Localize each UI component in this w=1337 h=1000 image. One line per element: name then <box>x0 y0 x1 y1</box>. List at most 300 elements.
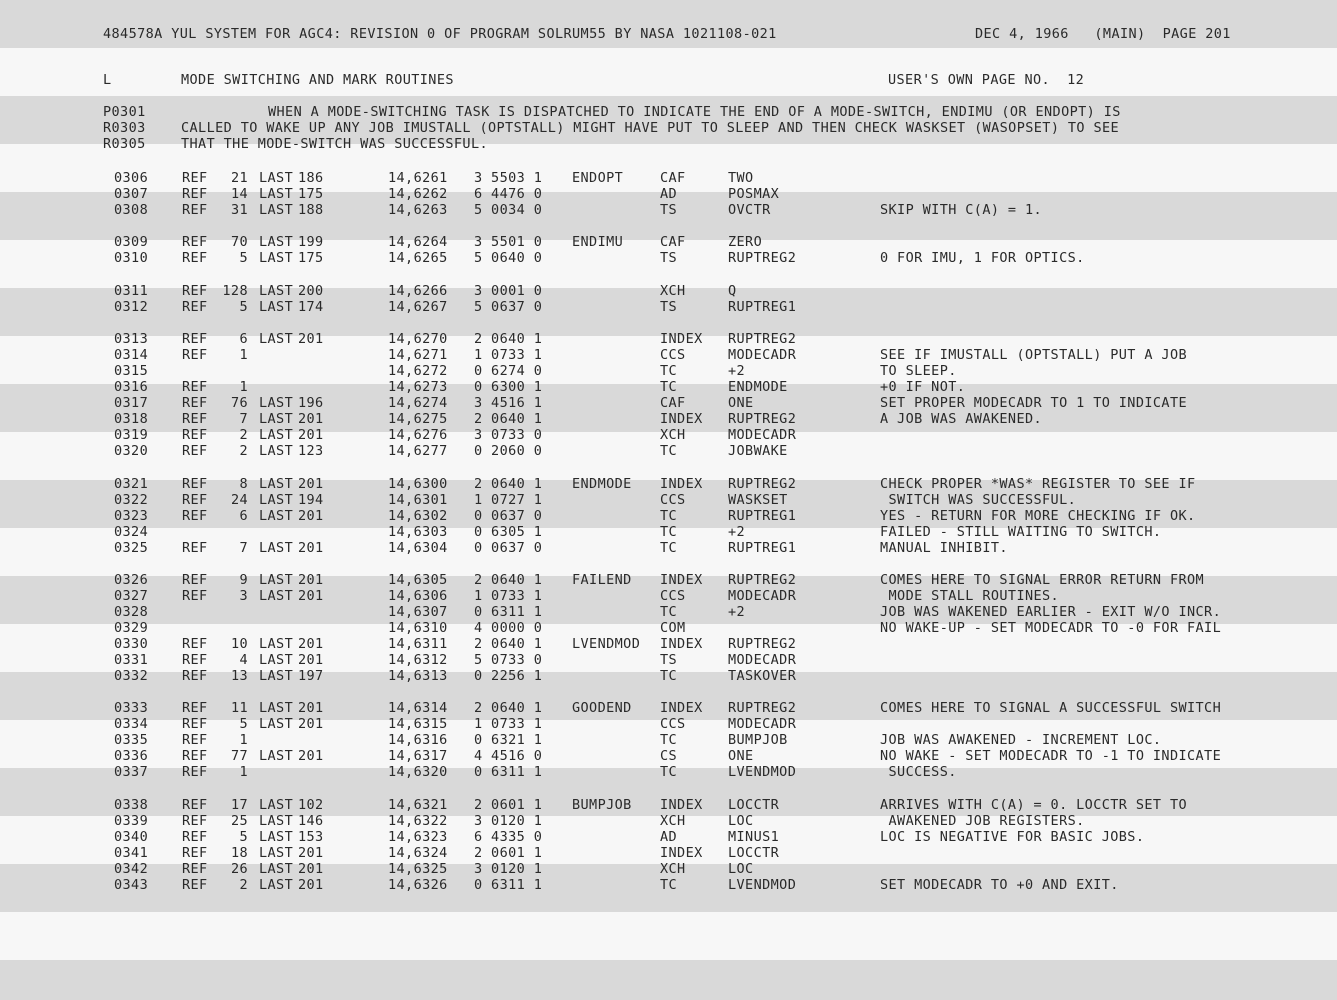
line-number: 0338 <box>114 797 149 813</box>
memory-address: 14,6271 <box>388 347 448 363</box>
comment: SET PROPER MODECADR TO 1 TO INDICATE <box>880 395 1187 411</box>
comment: MODE STALL ROUTINES. <box>880 588 1060 604</box>
octal-code: 3 0733 0 <box>474 427 543 443</box>
last-keyword: LAST <box>259 797 294 813</box>
octal-code: 2 0640 1 <box>474 700 543 716</box>
line-number: 0306 <box>114 170 149 186</box>
octal-code: 0 2256 1 <box>474 668 543 684</box>
opcode: TS <box>660 652 678 668</box>
opcode: XCH <box>660 427 686 443</box>
last-page: 174 <box>298 299 324 315</box>
operand: RUPTREG2 <box>728 411 797 427</box>
ref-count: 77 <box>230 748 248 764</box>
last-keyword: LAST <box>259 411 294 427</box>
listing-row <box>0 620 1337 636</box>
opcode: TC <box>660 363 678 379</box>
opcode: TS <box>660 299 678 315</box>
memory-address: 14,6324 <box>388 845 448 861</box>
opcode: CCS <box>660 588 686 604</box>
opcode: TS <box>660 202 678 218</box>
comment: FAILED - STILL WAITING TO SWITCH. <box>880 524 1162 540</box>
ref-count: 2 <box>239 427 248 443</box>
line-number: 0317 <box>114 395 149 411</box>
operand: OVCTR <box>728 202 771 218</box>
last-page: 201 <box>298 508 324 524</box>
line-number: 0331 <box>114 652 149 668</box>
memory-address: 14,6277 <box>388 443 448 459</box>
line-number: 0337 <box>114 764 149 780</box>
ref-count: 11 <box>230 700 248 716</box>
ref-keyword: REF <box>182 636 208 652</box>
opcode: AD <box>660 186 678 202</box>
listing-row <box>0 395 1337 411</box>
listing-row <box>0 363 1337 379</box>
listing-row <box>0 427 1337 443</box>
memory-address: 14,6310 <box>388 620 448 636</box>
operand: ONE <box>728 748 754 764</box>
ref-count: 8 <box>239 476 248 492</box>
last-page: 201 <box>298 845 324 861</box>
ref-count: 5 <box>239 829 248 845</box>
last-keyword: LAST <box>259 572 294 588</box>
listing-row <box>0 492 1337 508</box>
paragraph-line <box>0 136 1337 152</box>
ref-keyword: REF <box>182 652 208 668</box>
octal-code: 5 0034 0 <box>474 202 543 218</box>
opcode: TS <box>660 250 678 266</box>
memory-address: 14,6272 <box>388 363 448 379</box>
header-title: 484578A YUL SYSTEM FOR AGC4: REVISION 0 OF PROGRAM SOLRUM55 BY NASA 1021108-021 <box>103 26 777 42</box>
last-keyword: LAST <box>259 636 294 652</box>
comment: COMES HERE TO SIGNAL A SUCCESSFUL SWITCH <box>880 700 1222 716</box>
memory-address: 14,6274 <box>388 395 448 411</box>
opcode: CAF <box>660 170 686 186</box>
opcode: INDEX <box>660 331 703 347</box>
comment: +0 IF NOT. <box>880 379 966 395</box>
memory-address: 14,6322 <box>388 813 448 829</box>
listing-row <box>0 170 1337 186</box>
memory-address: 14,6270 <box>388 331 448 347</box>
listing-row <box>0 732 1337 748</box>
operand: ZERO <box>728 234 763 250</box>
line-number: 0308 <box>114 202 149 218</box>
operand: LOC <box>728 813 754 829</box>
listing-row <box>0 588 1337 604</box>
last-page: 201 <box>298 861 324 877</box>
last-page: 201 <box>298 427 324 443</box>
listing-row <box>0 845 1337 861</box>
octal-code: 5 0640 0 <box>474 250 543 266</box>
octal-code: 0 6311 1 <box>474 604 543 620</box>
last-page: 199 <box>298 234 324 250</box>
last-page: 102 <box>298 797 324 813</box>
octal-code: 0 0637 0 <box>474 540 543 556</box>
last-keyword: LAST <box>259 443 294 459</box>
memory-address: 14,6316 <box>388 732 448 748</box>
line-number: 0312 <box>114 299 149 315</box>
octal-code: 0 6311 1 <box>474 877 543 893</box>
octal-code: 0 6321 1 <box>474 732 543 748</box>
ref-keyword: REF <box>182 476 208 492</box>
opcode: TC <box>660 732 678 748</box>
comment: YES - RETURN FOR MORE CHECKING IF OK. <box>880 508 1196 524</box>
operand: TWO <box>728 170 754 186</box>
memory-address: 14,6263 <box>388 202 448 218</box>
last-keyword: LAST <box>259 250 294 266</box>
operand: MODECADR <box>728 716 797 732</box>
line-number: 0339 <box>114 813 149 829</box>
listing-row <box>0 234 1337 250</box>
last-keyword: LAST <box>259 748 294 764</box>
last-page: 201 <box>298 636 324 652</box>
opcode: TC <box>660 508 678 524</box>
ref-count: 1 <box>239 732 248 748</box>
operand: +2 <box>728 363 746 379</box>
operand: +2 <box>728 524 746 540</box>
last-keyword: LAST <box>259 668 294 684</box>
last-keyword: LAST <box>259 186 294 202</box>
octal-code: 0 6305 1 <box>474 524 543 540</box>
operand: LOCCTR <box>728 797 780 813</box>
operand: WASKSET <box>728 492 788 508</box>
octal-code: 0 2060 0 <box>474 443 543 459</box>
last-page: 186 <box>298 170 324 186</box>
listing-row <box>0 861 1337 877</box>
ref-count: 13 <box>230 668 248 684</box>
ref-keyword: REF <box>182 283 208 299</box>
last-page: 201 <box>298 331 324 347</box>
opcode: AD <box>660 829 678 845</box>
opcode: CCS <box>660 347 686 363</box>
memory-address: 14,6305 <box>388 572 448 588</box>
symbol-label: ENDOPT <box>572 170 624 186</box>
opcode: TC <box>660 540 678 556</box>
ref-keyword: REF <box>182 379 208 395</box>
ref-keyword: REF <box>182 668 208 684</box>
opcode: INDEX <box>660 636 703 652</box>
octal-code: 5 0733 0 <box>474 652 543 668</box>
octal-code: 0 6311 1 <box>474 764 543 780</box>
operand: ONE <box>728 395 754 411</box>
ref-keyword: REF <box>182 411 208 427</box>
octal-code: 3 4516 1 <box>474 395 543 411</box>
octal-code: 2 0640 1 <box>474 476 543 492</box>
ref-keyword: REF <box>182 202 208 218</box>
comment: 0 FOR IMU, 1 FOR OPTICS. <box>880 250 1085 266</box>
memory-address: 14,6321 <box>388 797 448 813</box>
line-number: 0309 <box>114 234 149 250</box>
octal-code: 0 0637 0 <box>474 508 543 524</box>
comment: SEE IF IMUSTALL (OPTSTALL) PUT A JOB <box>880 347 1187 363</box>
header-date-page: DEC 4, 1966 (MAIN) PAGE 201 <box>975 26 1231 42</box>
opcode: CAF <box>660 395 686 411</box>
category-flag: L <box>103 72 112 88</box>
memory-address: 14,6317 <box>388 748 448 764</box>
line-number: 0342 <box>114 861 149 877</box>
paragraph-line <box>0 120 1337 136</box>
octal-code: 1 0733 1 <box>474 716 543 732</box>
last-page: 194 <box>298 492 324 508</box>
ref-keyword: REF <box>182 732 208 748</box>
ref-count: 25 <box>230 813 248 829</box>
memory-address: 14,6307 <box>388 604 448 620</box>
ref-count: 3 <box>239 588 248 604</box>
user-page-number: USER'S OWN PAGE NO. 12 <box>888 72 1085 88</box>
comment: SKIP WITH C(A) = 1. <box>880 202 1043 218</box>
listing-row <box>0 250 1337 266</box>
opcode: CS <box>660 748 678 764</box>
last-keyword: LAST <box>259 427 294 443</box>
listing-row <box>0 186 1337 202</box>
paragraph-text: THAT THE MODE-SWITCH WAS SUCCESSFUL. <box>181 136 488 152</box>
last-keyword: LAST <box>259 331 294 347</box>
line-number: 0313 <box>114 331 149 347</box>
line-number: 0343 <box>114 877 149 893</box>
last-keyword: LAST <box>259 202 294 218</box>
ref-keyword: REF <box>182 443 208 459</box>
paragraph-seq: P0301 <box>103 104 146 120</box>
line-number: 0321 <box>114 476 149 492</box>
ref-count: 5 <box>239 250 248 266</box>
memory-address: 14,6313 <box>388 668 448 684</box>
operand: MODECADR <box>728 347 797 363</box>
last-page: 201 <box>298 877 324 893</box>
symbol-label: FAILEND <box>572 572 632 588</box>
operand: MODECADR <box>728 652 797 668</box>
ref-count: 128 <box>222 283 248 299</box>
ref-count: 1 <box>239 347 248 363</box>
comment: SWITCH WAS SUCCESSFUL. <box>880 492 1077 508</box>
operand: LOCCTR <box>728 845 780 861</box>
comment: JOB WAS AWAKENED - INCREMENT LOC. <box>880 732 1162 748</box>
octal-code: 2 0640 1 <box>474 636 543 652</box>
ref-count: 2 <box>239 877 248 893</box>
operand: RUPTREG2 <box>728 331 797 347</box>
last-page: 201 <box>298 652 324 668</box>
memory-address: 14,6311 <box>388 636 448 652</box>
listing-row <box>0 813 1337 829</box>
listing-row <box>0 829 1337 845</box>
last-page: 197 <box>298 668 324 684</box>
octal-code: 2 0601 1 <box>474 845 543 861</box>
paragraph-line <box>0 104 1337 120</box>
line-number: 0330 <box>114 636 149 652</box>
ref-keyword: REF <box>182 700 208 716</box>
listing-row <box>0 347 1337 363</box>
memory-address: 14,6314 <box>388 700 448 716</box>
paragraph-seq: R0303 <box>103 120 146 136</box>
line-number: 0319 <box>114 427 149 443</box>
last-page: 123 <box>298 443 324 459</box>
last-keyword: LAST <box>259 234 294 250</box>
ref-keyword: REF <box>182 347 208 363</box>
memory-address: 14,6276 <box>388 427 448 443</box>
last-keyword: LAST <box>259 652 294 668</box>
ref-count: 9 <box>239 572 248 588</box>
memory-address: 14,6273 <box>388 379 448 395</box>
ref-keyword: REF <box>182 797 208 813</box>
listing-row <box>0 411 1337 427</box>
line-number: 0315 <box>114 363 149 379</box>
ref-keyword: REF <box>182 508 208 524</box>
last-page: 201 <box>298 572 324 588</box>
symbol-label: ENDMODE <box>572 476 632 492</box>
last-keyword: LAST <box>259 700 294 716</box>
octal-code: 6 4335 0 <box>474 829 543 845</box>
opcode: XCH <box>660 813 686 829</box>
listing-row <box>0 877 1337 893</box>
memory-address: 14,6262 <box>388 186 448 202</box>
opcode: TC <box>660 443 678 459</box>
operand: RUPTREG2 <box>728 700 797 716</box>
octal-code: 2 0601 1 <box>474 797 543 813</box>
line-number: 0322 <box>114 492 149 508</box>
ref-count: 17 <box>230 797 248 813</box>
comment: TO SLEEP. <box>880 363 957 379</box>
opcode: INDEX <box>660 572 703 588</box>
operand: RUPTREG1 <box>728 508 797 524</box>
line-number: 0320 <box>114 443 149 459</box>
octal-code: 3 5501 0 <box>474 234 543 250</box>
ref-keyword: REF <box>182 829 208 845</box>
ref-count: 10 <box>230 636 248 652</box>
memory-address: 14,6325 <box>388 861 448 877</box>
opcode: XCH <box>660 861 686 877</box>
last-keyword: LAST <box>259 395 294 411</box>
last-page: 201 <box>298 411 324 427</box>
ref-count: 76 <box>230 395 248 411</box>
last-page: 201 <box>298 700 324 716</box>
operand: LVENDMOD <box>728 877 797 893</box>
octal-code: 5 0637 0 <box>474 299 543 315</box>
line-number: 0333 <box>114 700 149 716</box>
last-page: 175 <box>298 186 324 202</box>
listing-row <box>0 508 1337 524</box>
line-number: 0316 <box>114 379 149 395</box>
opcode: INDEX <box>660 797 703 813</box>
last-keyword: LAST <box>259 845 294 861</box>
memory-address: 14,6304 <box>388 540 448 556</box>
opcode: TC <box>660 524 678 540</box>
paragraph-text: CALLED TO WAKE UP ANY JOB IMUSTALL (OPTSTALL) MIGHT HAVE PUT TO SLEEP AND THEN CHECK WASKSET (WASOPSET) TO SEE <box>181 120 1120 136</box>
octal-code: 3 0001 0 <box>474 283 543 299</box>
ref-keyword: REF <box>182 716 208 732</box>
operand: MODECADR <box>728 588 797 604</box>
operand: RUPTREG1 <box>728 540 797 556</box>
listing-row <box>0 331 1337 347</box>
ref-count: 7 <box>239 411 248 427</box>
listing-row <box>0 652 1337 668</box>
comment: LOC IS NEGATIVE FOR BASIC JOBS. <box>880 829 1145 845</box>
octal-code: 1 0733 1 <box>474 588 543 604</box>
octal-code: 2 0640 1 <box>474 331 543 347</box>
operand: RUPTREG2 <box>728 572 797 588</box>
listing-row <box>0 668 1337 684</box>
line-number: 0325 <box>114 540 149 556</box>
listing-row <box>0 572 1337 588</box>
ref-keyword: REF <box>182 861 208 877</box>
comment: NO WAKE - SET MODECADR TO -1 TO INDICATE <box>880 748 1222 764</box>
line-number: 0326 <box>114 572 149 588</box>
line-number: 0311 <box>114 283 149 299</box>
listing-row <box>0 443 1337 459</box>
paragraph-seq: R0305 <box>103 136 146 152</box>
last-page: 175 <box>298 250 324 266</box>
ref-count: 1 <box>239 764 248 780</box>
line-number: 0328 <box>114 604 149 620</box>
line-number: 0340 <box>114 829 149 845</box>
comment: ARRIVES WITH C(A) = 0. LOCCTR SET TO <box>880 797 1187 813</box>
symbol-label: LVENDMOD <box>572 636 641 652</box>
last-page: 200 <box>298 283 324 299</box>
ref-count: 5 <box>239 716 248 732</box>
ref-count: 2 <box>239 443 248 459</box>
opcode: TC <box>660 877 678 893</box>
listing-row <box>0 540 1337 556</box>
last-keyword: LAST <box>259 540 294 556</box>
memory-address: 14,6302 <box>388 508 448 524</box>
line-number: 0327 <box>114 588 149 604</box>
opcode: INDEX <box>660 700 703 716</box>
last-keyword: LAST <box>259 476 294 492</box>
listing-header <box>0 26 1337 42</box>
octal-code: 3 0120 1 <box>474 861 543 877</box>
ref-count: 31 <box>230 202 248 218</box>
operand: TASKOVER <box>728 668 797 684</box>
memory-address: 14,6323 <box>388 829 448 845</box>
opcode: CCS <box>660 716 686 732</box>
listing-row <box>0 202 1337 218</box>
listing-row <box>0 379 1337 395</box>
last-page: 201 <box>298 540 324 556</box>
ref-keyword: REF <box>182 845 208 861</box>
octal-code: 3 5503 1 <box>474 170 543 186</box>
ref-keyword: REF <box>182 234 208 250</box>
line-number: 0324 <box>114 524 149 540</box>
comment: NO WAKE-UP - SET MODECADR TO -0 FOR FAIL <box>880 620 1222 636</box>
operand: LOC <box>728 861 754 877</box>
operand: MODECADR <box>728 427 797 443</box>
listing-row <box>0 604 1337 620</box>
ref-count: 18 <box>230 845 248 861</box>
ref-keyword: REF <box>182 395 208 411</box>
octal-code: 1 0733 1 <box>474 347 543 363</box>
ref-count: 26 <box>230 861 248 877</box>
ref-keyword: REF <box>182 250 208 266</box>
last-page: 188 <box>298 202 324 218</box>
ref-count: 14 <box>230 186 248 202</box>
octal-code: 1 0727 1 <box>474 492 543 508</box>
last-keyword: LAST <box>259 877 294 893</box>
ref-keyword: REF <box>182 748 208 764</box>
opcode: TC <box>660 604 678 620</box>
line-number: 0335 <box>114 732 149 748</box>
symbol-label: ENDIMU <box>572 234 624 250</box>
operand: Q <box>728 283 737 299</box>
ref-keyword: REF <box>182 299 208 315</box>
memory-address: 14,6312 <box>388 652 448 668</box>
line-number: 0310 <box>114 250 149 266</box>
listing-row <box>0 700 1337 716</box>
opcode: CCS <box>660 492 686 508</box>
line-number: 0314 <box>114 347 149 363</box>
line-number: 0323 <box>114 508 149 524</box>
ref-keyword: REF <box>182 764 208 780</box>
last-page: 146 <box>298 813 324 829</box>
opcode: CAF <box>660 234 686 250</box>
ref-keyword: REF <box>182 572 208 588</box>
ref-count: 1 <box>239 379 248 395</box>
